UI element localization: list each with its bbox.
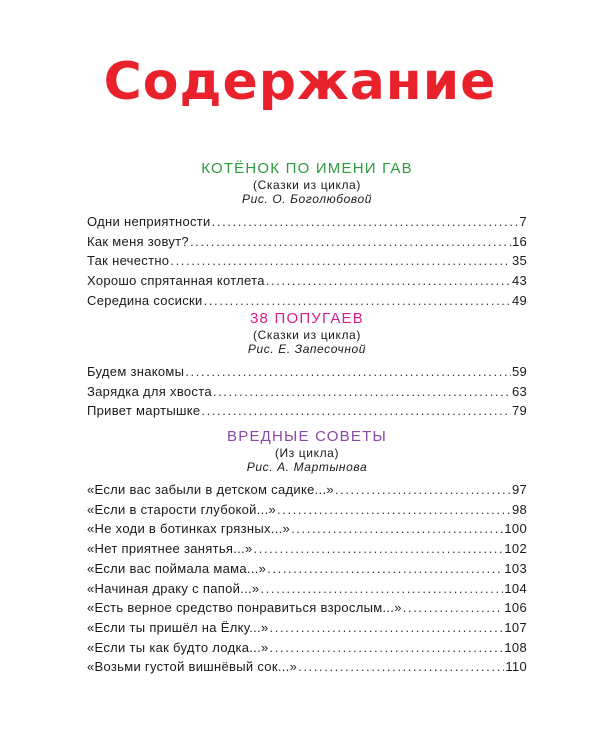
- toc-entry-page: 97: [511, 482, 527, 497]
- toc-entry[interactable]: [87, 559, 527, 579]
- toc-entry[interactable]: [87, 401, 527, 421]
- toc-entry-page: 106: [504, 600, 527, 616]
- toc-entry[interactable]: [87, 638, 527, 658]
- toc-entry-title: «Начиная драку с папой...»: [87, 580, 260, 596]
- toc-entry-title: «Если вас забыли в детском садике...»: [87, 482, 334, 497]
- section-heading: 38 ПОПУГАЕВ: [250, 310, 364, 327]
- toc-entry-page: 63: [511, 383, 527, 399]
- dot-leader: [260, 579, 503, 599]
- section-subtitle: (Сказки из цикла): [253, 178, 361, 192]
- toc-entry-page: 100: [504, 521, 527, 537]
- toc-entry[interactable]: [87, 598, 527, 618]
- toc-entry-page: 104: [504, 580, 527, 596]
- toc-entry-title: Будем знакомы: [87, 364, 185, 379]
- toc-entry[interactable]: [87, 579, 527, 599]
- section-illustrator: Рис. О. Боголюбовой: [242, 192, 372, 206]
- dot-leader: [277, 500, 511, 520]
- toc-list: [87, 480, 527, 677]
- toc-entry-title: Привет мартышке: [87, 403, 201, 419]
- dot-leader: [254, 539, 504, 559]
- dot-leader: [270, 618, 504, 638]
- toc-entry-page: 49: [511, 292, 527, 308]
- toc-entry[interactable]: [87, 657, 527, 677]
- toc-entry-title: «Если в старости глубокой...»: [87, 501, 277, 517]
- section-heading: КОТЁНОК ПО ИМЕНИ ГАВ: [201, 160, 413, 177]
- toc-entry-page: 7: [519, 214, 527, 229]
- dot-leader: [190, 232, 511, 252]
- toc-entry-page: 35: [511, 253, 527, 269]
- toc-entry-title: Хорошо спрятанная котлета: [87, 273, 265, 289]
- toc-entry-title: «Нет приятнее занятья...»: [87, 541, 253, 557]
- section-vrednye-sovety: [87, 428, 527, 677]
- dot-leader: [204, 291, 511, 311]
- toc-entry-page: 103: [504, 560, 527, 576]
- toc-entry[interactable]: [87, 618, 527, 638]
- toc-entry-title: Зарядка для хвоста: [87, 383, 212, 399]
- dot-leader: [201, 401, 511, 421]
- toc-entry-page: 59: [511, 364, 527, 379]
- dot-leader: [213, 382, 511, 402]
- toc-entry[interactable]: [87, 480, 527, 500]
- toc-entry[interactable]: [87, 539, 527, 559]
- toc-entry-page: 110: [505, 659, 527, 675]
- toc-entry-title: «Если вас поймала мама...»: [87, 560, 267, 576]
- toc-entry-title: «Если ты как будто лодка...»: [87, 639, 269, 655]
- toc-entry-title: «Не ходи в ботинках грязных...»: [87, 521, 291, 537]
- section-heading: ВРЕДНЫЕ СОВЕТЫ: [227, 428, 387, 445]
- section-kotenok: [87, 160, 527, 311]
- dot-leader: [291, 519, 503, 539]
- toc-entry[interactable]: [87, 212, 527, 232]
- toc-entry[interactable]: [87, 271, 527, 291]
- dot-leader: [403, 598, 504, 618]
- toc-entry[interactable]: [87, 382, 527, 402]
- section-subtitle: (Из цикла): [274, 446, 340, 460]
- toc-entry[interactable]: [87, 291, 527, 311]
- toc-entry-page: 16: [511, 233, 527, 249]
- toc-entry-page: 107: [504, 619, 527, 635]
- toc-list: [87, 212, 527, 311]
- toc-entry-title: Как меня зовут?: [87, 233, 189, 249]
- toc-entry[interactable]: [87, 500, 527, 520]
- toc-entry[interactable]: [87, 232, 527, 252]
- dot-leader: [170, 251, 511, 271]
- dot-leader: [267, 559, 503, 579]
- dot-leader: [335, 480, 511, 500]
- toc-list: [87, 362, 527, 421]
- section-38-popugaev: [87, 310, 527, 421]
- toc-entry-title: «Если ты пришёл на Ёлку...»: [87, 619, 269, 635]
- dot-leader: [298, 657, 504, 677]
- toc-entry-page: 98: [511, 501, 527, 517]
- toc-entry[interactable]: [87, 251, 527, 271]
- toc-entry[interactable]: [87, 362, 527, 382]
- toc-entry-title: Одни неприятности: [87, 214, 211, 229]
- toc-entry-page: 43: [511, 273, 527, 289]
- section-illustrator: Рис. Е. Запесочной: [247, 342, 367, 356]
- section-subtitle: (Сказки из цикла): [253, 328, 361, 342]
- dot-leader: [212, 212, 519, 232]
- dot-leader: [266, 271, 511, 291]
- toc-entry-title: Середина сосиски: [87, 292, 203, 308]
- dot-leader: [185, 362, 511, 382]
- toc-entry-title: Так нечестно: [87, 253, 170, 269]
- toc-entry-title: «Есть верное средство понравиться взрослым...»: [87, 600, 402, 616]
- toc-entry-title: «Возьми густой вишнёвый сок...»: [87, 659, 298, 675]
- toc-entry-page: 108: [504, 639, 527, 655]
- page-title: Содержание: [103, 52, 497, 112]
- section-illustrator: Рис. А. Мартынова: [246, 460, 368, 474]
- dot-leader: [270, 638, 504, 658]
- toc-entry-page: 102: [504, 541, 527, 557]
- toc-entry[interactable]: [87, 519, 527, 539]
- toc-entry-page: 79: [511, 403, 527, 419]
